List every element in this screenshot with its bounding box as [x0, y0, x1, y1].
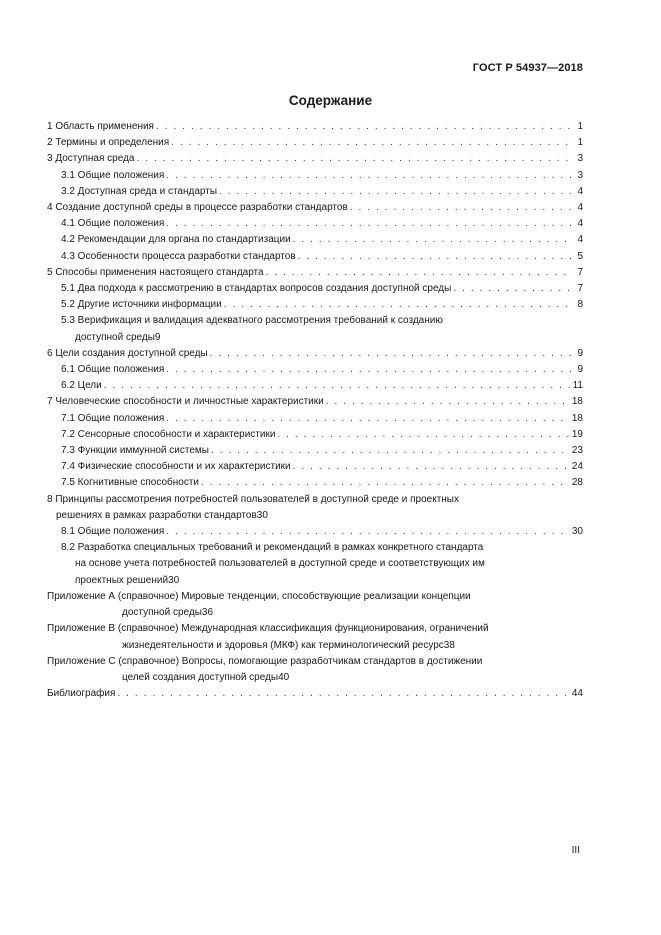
- toc-entry-title: 7.5 Когнитивные способности: [61, 477, 199, 489]
- dot-leader: [350, 200, 572, 216]
- toc-entry-page: 19: [571, 428, 583, 440]
- toc-entry-title: 5 Способы применения настоящего стандарта: [47, 266, 264, 278]
- toc-entry-title-line: 8.2 Разработка специальных требований и рекомендаций в рамках конкретного стандарта: [61, 542, 484, 554]
- toc-entry-page: 7: [577, 283, 583, 295]
- dot-leader: [104, 378, 570, 394]
- toc-entry-title-line: жизнедеятельности и здоровья (МКФ) как терминологический ресурс: [122, 639, 444, 651]
- toc-entry-page: 36: [201, 607, 214, 619]
- toc-entry-page: 4: [577, 185, 583, 197]
- toc-entry-page: 3: [577, 153, 583, 165]
- toc-entry-title: 1 Область применения: [47, 121, 154, 132]
- toc-entry-page: 1: [577, 137, 583, 149]
- toc-entry-title-line: целей создания доступной среды: [122, 671, 279, 683]
- toc-entry-2[interactable]: [47, 135, 583, 151]
- toc-entry-title: Библиография: [47, 688, 116, 700]
- toc-entry-page: 9: [577, 364, 583, 376]
- dot-leader: [266, 265, 572, 281]
- toc-title: Содержание: [288, 93, 373, 108]
- toc-entry-page: 1: [577, 121, 583, 132]
- toc-entry-3[interactable]: [47, 151, 583, 167]
- dot-leader: [211, 443, 569, 459]
- toc-entry-page: 4: [577, 234, 583, 246]
- toc-entry-7-1[interactable]: [47, 411, 583, 427]
- dot-leader: [166, 524, 569, 540]
- toc-entry-title: 8.1 Общие положения: [61, 526, 165, 538]
- dot-leader: [219, 184, 572, 200]
- toc-entry-4-3[interactable]: [47, 249, 583, 265]
- toc-entry-page: 9: [154, 331, 161, 343]
- toc-entry-page: 44: [571, 688, 583, 700]
- toc-entry-page: 18: [571, 412, 583, 424]
- toc-entry-title-line: доступной среды: [75, 331, 155, 343]
- dot-leader: [166, 362, 572, 378]
- toc-entry-7-3[interactable]: [47, 443, 583, 459]
- page-number: III: [571, 845, 580, 856]
- toc-entry-title: 3 Доступная среда: [47, 153, 135, 165]
- toc-entry-appendix-a[interactable]: [47, 589, 583, 621]
- toc-entry-8-1[interactable]: [47, 524, 583, 540]
- toc-entry-6-1[interactable]: [47, 362, 583, 378]
- toc-entry-title-line: Приложение В (справочное) Международная классификация функционирования, ограничений: [47, 623, 489, 635]
- toc-entry-title-line: проектных решений: [75, 574, 169, 586]
- toc-entry-title-line: решениях в рамках разработки стандартов: [56, 509, 257, 521]
- toc-entry-5-2[interactable]: [47, 297, 583, 313]
- toc-entry-5-1[interactable]: [47, 281, 583, 297]
- dot-leader: [293, 459, 569, 475]
- toc-entry-page: 23: [571, 445, 583, 457]
- toc-entry-title: 4.1 Общие положения: [61, 218, 165, 230]
- toc-entry-1[interactable]: [47, 119, 583, 135]
- toc-entry-7-4[interactable]: [47, 459, 583, 475]
- dot-leader: [453, 281, 572, 297]
- dot-leader: [293, 232, 572, 248]
- toc-entry-page: 11: [572, 380, 583, 392]
- toc-entry-title: 5.2 Другие источники информации: [61, 299, 222, 311]
- toc-entry-page: 7: [577, 266, 583, 278]
- toc-entry-page: 4: [577, 202, 583, 214]
- toc-entry-page: 38: [443, 639, 455, 651]
- toc-entry-page: 18: [571, 396, 583, 408]
- toc-entry-8[interactable]: [47, 492, 583, 524]
- toc-entry-page: 24: [571, 461, 583, 473]
- toc-entry-page: 3: [577, 169, 583, 181]
- toc-entry-title: 3.2 Доступная среда и стандарты: [61, 185, 218, 197]
- dot-leader: [171, 135, 572, 151]
- toc-entry-bibliography[interactable]: [47, 686, 583, 702]
- toc-entry-title: 6.2 Цели: [61, 380, 102, 392]
- toc-entry-page: 28: [571, 477, 583, 489]
- toc-entry-title: 7.3 Функции иммунной системы: [61, 445, 209, 457]
- dot-leader: [277, 427, 568, 443]
- toc-entry-title: 4.3 Особенности процесса разработки стандартов: [61, 250, 296, 262]
- toc-entry-title-line: на основе учета потребностей пользователей в доступной среде и соответствующих им: [75, 558, 485, 570]
- toc-entry-title-line: доступной среды: [122, 607, 202, 619]
- table-of-contents: [47, 119, 583, 702]
- toc-entry-title: 4 Создание доступной среды в процессе разработки стандартов: [47, 202, 348, 214]
- toc-entry-page: 9: [577, 347, 583, 359]
- toc-entry-title-line: Приложение А (справочное) Мировые тенденции, способствующие реализации концепции: [47, 590, 471, 602]
- dot-leader: [136, 151, 572, 167]
- toc-entry-4[interactable]: [47, 200, 583, 216]
- dot-leader: [224, 297, 572, 313]
- dot-leader: [166, 216, 572, 232]
- toc-entry-title: 2 Термины и определения: [47, 137, 170, 149]
- toc-entry-title: 7.1 Общие положения: [61, 412, 165, 424]
- toc-entry-title: 7.2 Сенсорные способности и характеристики: [61, 428, 276, 440]
- toc-entry-3-1[interactable]: [47, 168, 583, 184]
- toc-entry-page: 8: [577, 299, 583, 311]
- dot-leader: [166, 411, 569, 427]
- toc-entry-6-2[interactable]: [47, 378, 583, 394]
- toc-entry-title: 7.4 Физические способности и их характеристики: [61, 461, 291, 473]
- dot-leader: [117, 686, 568, 702]
- toc-entry-title: 6.1 Общие положения: [61, 364, 165, 376]
- toc-entry-page: 5: [577, 250, 583, 262]
- dot-leader: [298, 249, 572, 265]
- toc-entry-6[interactable]: [47, 346, 583, 362]
- toc-entry-7-5[interactable]: [47, 475, 583, 491]
- toc-entry-page: 30: [256, 509, 268, 521]
- toc-entry-title-line: 8 Принципы рассмотрения потребностей пользователей в доступной среде и проектных: [47, 493, 459, 505]
- toc-entry-4-2[interactable]: [47, 232, 583, 248]
- toc-entry-title-line: Приложение С (справочное) Вопросы, помогающие разработчикам стандартов в достижении: [47, 655, 483, 667]
- toc-entry-page: 4: [577, 218, 583, 230]
- toc-entry-3-2[interactable]: [47, 184, 583, 200]
- toc-entry-page: 30: [168, 574, 180, 586]
- dot-leader: [201, 475, 569, 491]
- toc-entry-5-3[interactable]: [47, 313, 583, 345]
- dot-leader: [156, 119, 572, 135]
- toc-entry-title: 3.1 Общие положения: [61, 169, 165, 181]
- toc-entry-7[interactable]: [47, 394, 583, 410]
- dot-leader: [166, 168, 572, 184]
- document-code: ГОСТ Р 54937—2018: [472, 62, 583, 74]
- toc-entry-5[interactable]: [47, 265, 583, 281]
- toc-entry-title-line: 5.3 Верификация и валидация адекватного рассмотрения требований к созданию: [61, 315, 443, 327]
- toc-entry-title: 4.2 Рекомендации для органа по стандартизации: [61, 234, 291, 246]
- dot-leader: [210, 346, 572, 362]
- toc-entry-title: 6 Цели создания доступной среды: [47, 347, 208, 359]
- toc-entry-4-1[interactable]: [47, 216, 583, 232]
- toc-entry-title: 7 Человеческие способности и личностные характеристики: [47, 396, 324, 408]
- dot-leader: [326, 394, 569, 410]
- toc-entry-appendix-b[interactable]: [47, 621, 583, 653]
- toc-entry-appendix-c[interactable]: [47, 654, 583, 686]
- toc-entry-title: 5.1 Два подхода к рассмотрению в стандартах вопросов создания доступной среды: [61, 283, 452, 295]
- toc-entry-8-2[interactable]: [47, 540, 583, 589]
- toc-entry-7-2[interactable]: [47, 427, 583, 443]
- toc-entry-page: 30: [571, 526, 583, 538]
- toc-entry-page: 40: [278, 671, 290, 683]
